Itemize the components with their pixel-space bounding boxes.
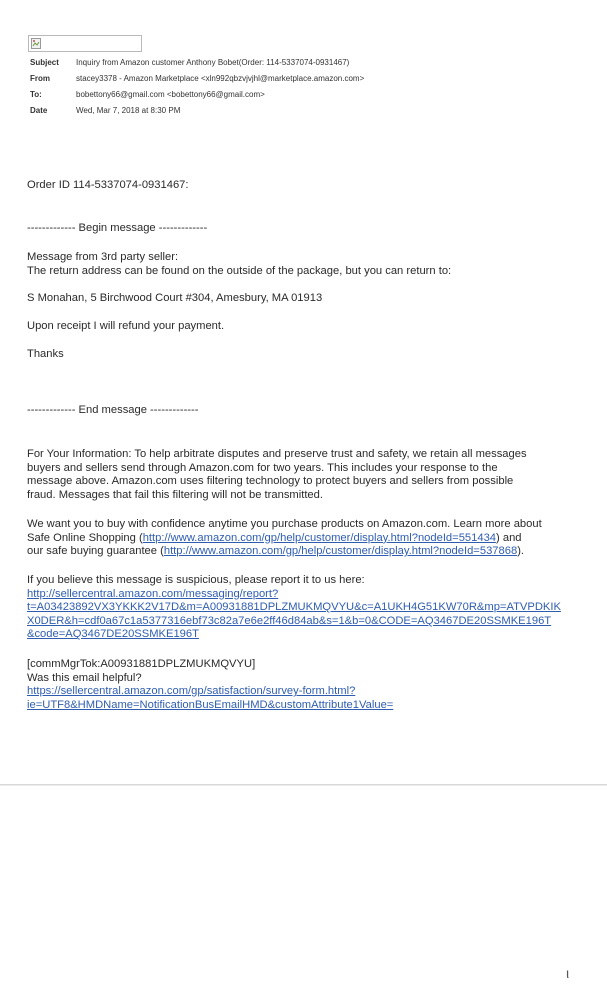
report-link[interactable]: X0DER&h=cdf0a67c1a5377316ebf73c82a7e6e2ff46d84ab&s=1&b=0&CODE=AQ3467DE20SSMKE196T <box>27 614 552 627</box>
seller-message <box>27 251 587 278</box>
return-instructions: The return address can be found on the outside of the package, but you can return to: <box>27 264 452 277</box>
fyi-line: For Your Information: To help arbitrate disputes and preserve trust and safety, we retain all messages <box>27 448 527 460</box>
safe-buying-suffix: ). <box>517 545 525 558</box>
date-label: Date <box>30 106 48 115</box>
safe-shopping-suffix: ) and <box>496 531 522 544</box>
subject-value: Inquiry from Amazon customer Anthony Bobet(Order: 114-5337074-0931467) <box>76 58 350 67</box>
from-value: stacey3378 - Amazon Marketplace <xln992qbzvjvjhl@marketplace.amazon.com> <box>76 74 365 83</box>
fyi-paragraph <box>27 448 587 502</box>
footer-paragraph <box>27 658 587 712</box>
subject-label: Subject <box>30 58 59 67</box>
survey-link[interactable]: https://sellercentral.amazon.com/gp/satisfaction/survey-form.html? <box>27 685 356 698</box>
thanks <box>27 348 587 362</box>
report-link[interactable]: http://sellercentral.amazon.com/messaging/report? <box>27 587 279 600</box>
safe-buying-line <box>27 545 587 559</box>
stray-pen-mark: ι <box>566 965 570 981</box>
report-link[interactable]: &code=AQ3467DE20SSMKE196T <box>27 628 199 641</box>
report-link[interactable]: t=A03423892VX3YKKK2V17D&m=A00931881DPLZMUKMQVYU&c=A1UKH4G51KW70R&mp=ATVPDKIK <box>27 601 561 614</box>
fyi-line: buyers and sellers send through Amazon.com for two years. This includes your response to the <box>27 461 498 474</box>
safe-online-shopping-link[interactable]: http://www.amazon.com/gp/help/customer/display.html?nodeId=551434 <box>142 531 497 544</box>
broken-image-placeholder <box>28 35 142 52</box>
from-label: From <box>30 74 50 83</box>
confidence-paragraph <box>27 518 587 559</box>
helpful-question: Was this email helpful? <box>27 671 142 684</box>
refund-note <box>27 320 587 334</box>
seller-intro: Message from 3rd party seller: <box>27 251 179 263</box>
begin-message-marker <box>27 222 587 236</box>
safe-shopping-prefix: Safe Online Shopping ( <box>27 531 143 544</box>
report-paragraph <box>27 574 587 642</box>
return-address <box>27 292 587 306</box>
safe-buying-prefix: our safe buying guarantee ( <box>27 545 164 558</box>
to-value: bobettony66@gmail.com <bobettony66@gmail.com> <box>76 90 265 99</box>
order-id <box>27 179 587 193</box>
order-id-text: Order ID 114-5337074-0931467: <box>27 179 189 191</box>
report-intro: If you believe this message is suspicious, please report it to us here: <box>27 574 365 586</box>
return-address-text: S Monahan, 5 Birchwood Court #304, Amesbury, MA 01913 <box>27 292 323 304</box>
safe-shopping-line <box>27 532 587 546</box>
survey-link[interactable]: ie=UTF8&HMDName=NotificationBusEmailHMD&customAttribute1Value= <box>27 698 394 711</box>
to-label: To: <box>30 90 42 99</box>
end-marker-text: ------------- End message ------------- <box>27 404 199 416</box>
fyi-line: fraud. Messages that fail this filtering will not be transmitted. <box>27 488 323 501</box>
fyi-line: message above. Amazon.com uses filtering technology to protect buyers and sellers from possible <box>27 475 514 488</box>
broken-image-icon <box>31 38 41 49</box>
refund-text: Upon receipt I will refund your payment. <box>27 320 225 332</box>
safe-buying-guarantee-link[interactable]: http://www.amazon.com/gp/help/customer/display.html?nodeId=537868 <box>163 545 518 558</box>
scan-page-edge <box>0 784 607 786</box>
comm-mgr-token: [commMgrTok:A00931881DPLZMUKMQVYU] <box>27 658 256 670</box>
thanks-text: Thanks <box>27 348 64 360</box>
end-message-marker <box>27 404 587 418</box>
begin-marker-text: ------------- Begin message ------------- <box>27 222 208 234</box>
date-value: Wed, Mar 7, 2018 at 8:30 PM <box>76 106 181 115</box>
confidence-line: We want you to buy with confidence anytime you purchase products on Amazon.com. Learn more about <box>27 518 542 530</box>
